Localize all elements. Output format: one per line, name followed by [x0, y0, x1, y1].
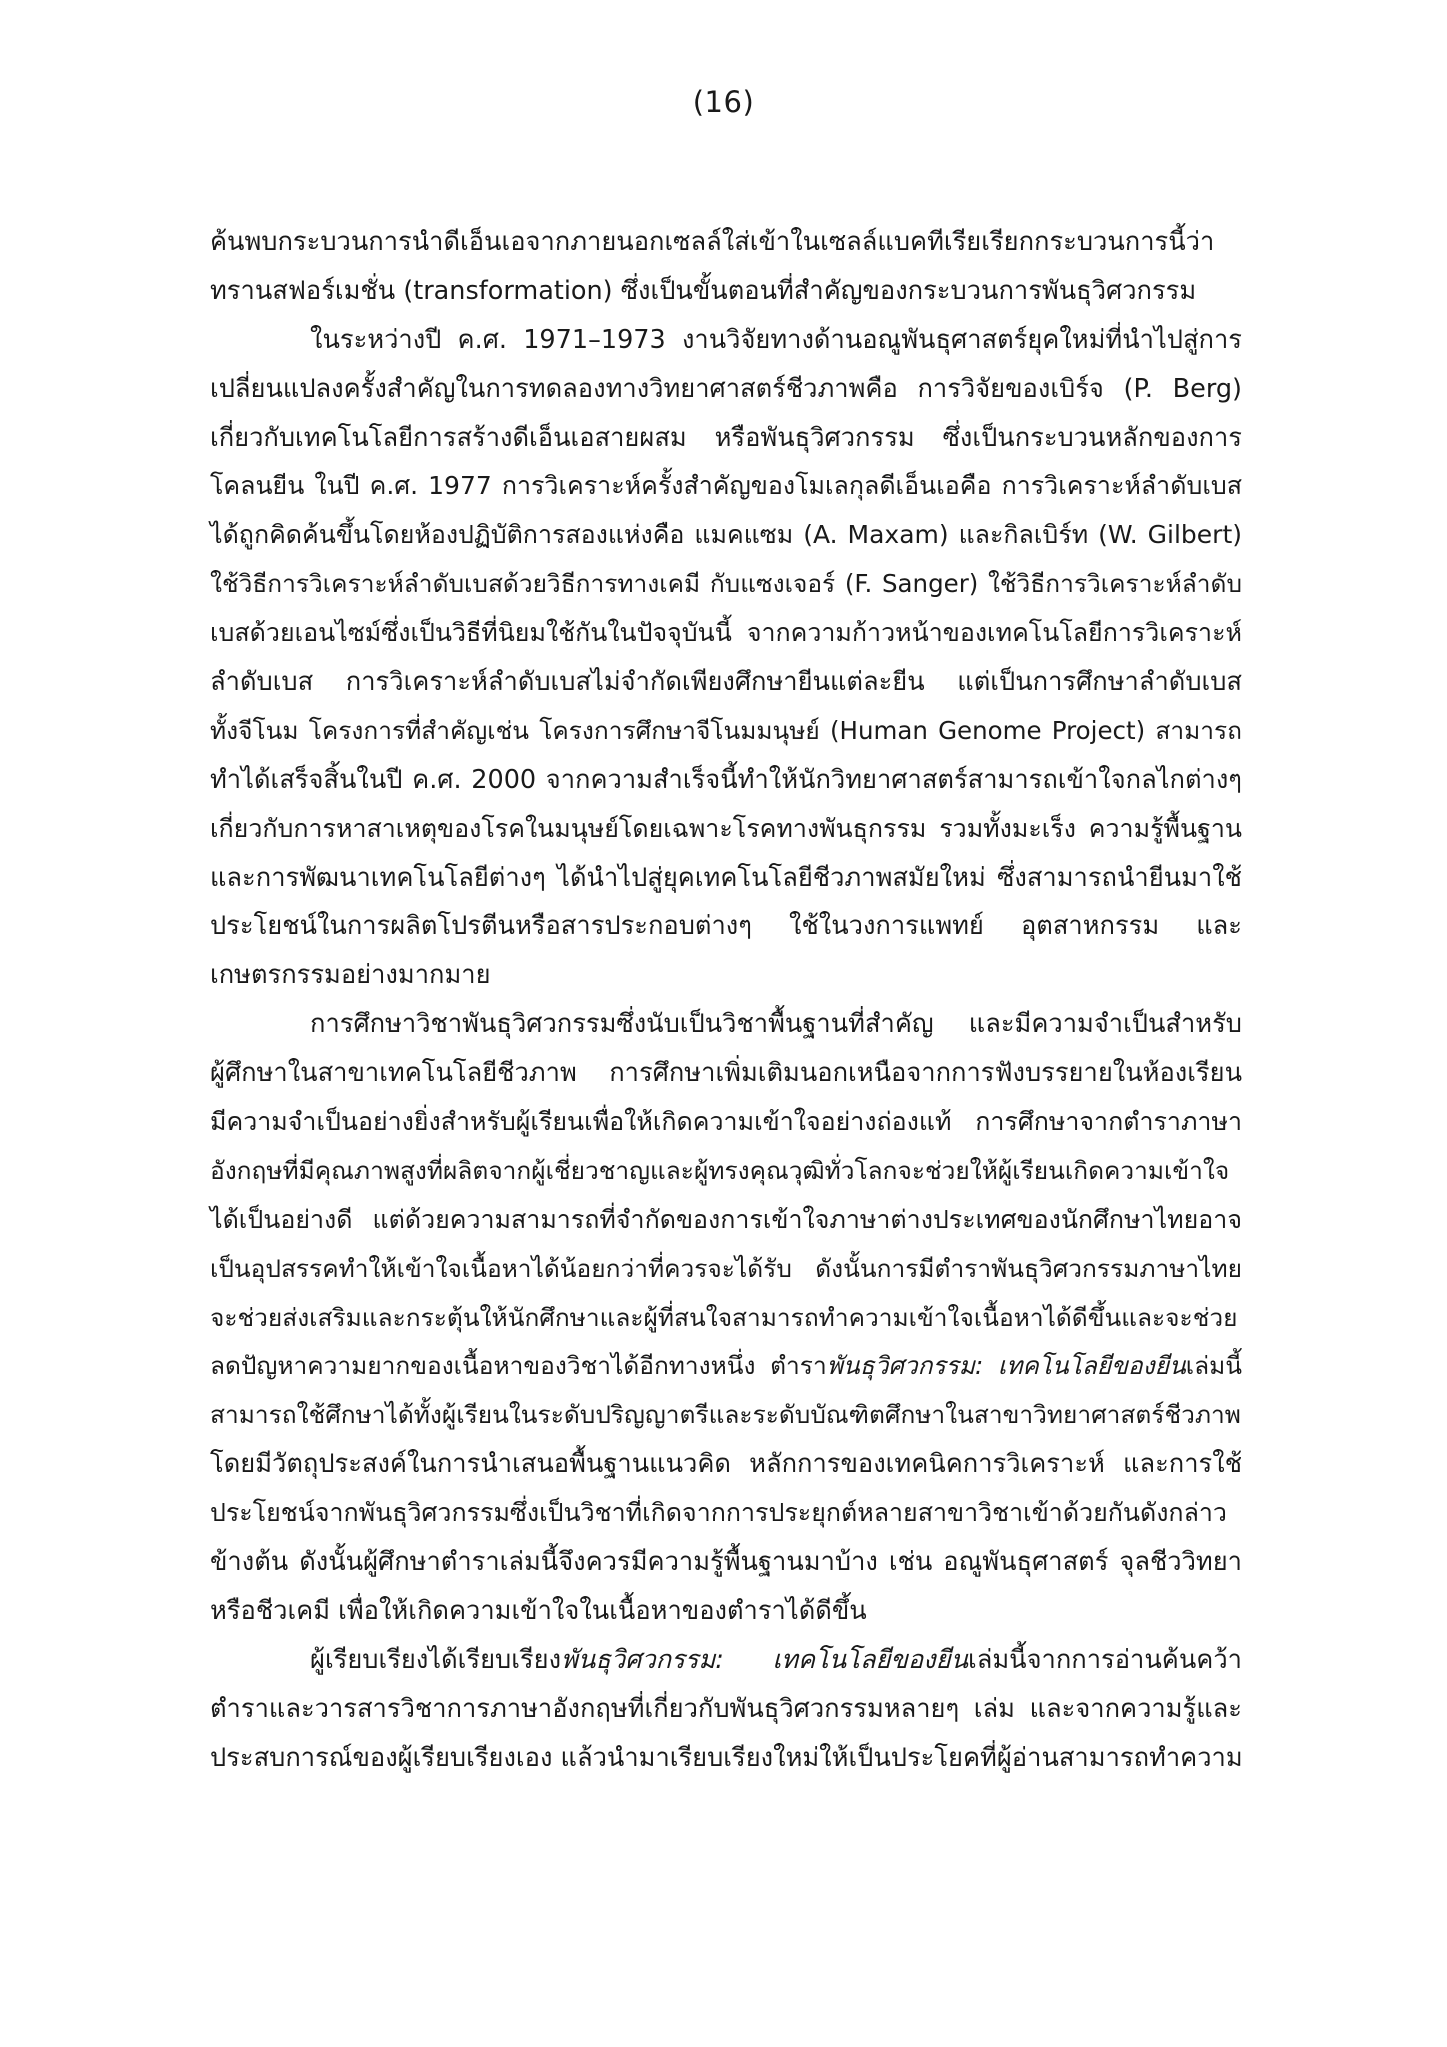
body-text: [210, 218, 1242, 1783]
text-line: เป็นอุปสรรคทำให้เข้าใจเนื้อหาได้น้อยกว่าที่ควรจะได้รับ ดังนั้นการมีตำราพันธุวิศวกรรมภาษาไทย: [210, 1253, 1242, 1283]
book-title: พันธุวิศวกรรม: เทคโนโลยีของยีน: [826, 1351, 1186, 1381]
text-line: เกษตรกรรมอย่างมากมาย: [210, 960, 491, 991]
text-line: ประโยชน์ในการผลิตโปรตีนหรือสารประกอบต่างๆ ใช้ในวงการแพทย์ อุตสาหกรรม และ: [210, 911, 1242, 942]
text-line: ลำดับเบส การวิเคราะห์ลำดับเบสไม่จำกัดเพียงศึกษายีนแต่ละยีน แต่เป็นการศึกษาลำดับเบส: [210, 667, 1242, 698]
text-line: ตำราและวารสารวิชาการภาษาอังกฤษที่เกี่ยวกับพันธุวิศวกรรมหลายๆ เล่ม และจากความรู้และ: [210, 1693, 1242, 1724]
text-line: ใช้วิธีการวิเคราะห์ลำดับเบสด้วยวิธีการทางเคมี กับแซงเจอร์ (F. Sanger) ใช้วิธีการวิเคราะห์ลำดับ: [210, 569, 1242, 599]
text-line: และการพัฒนาเทคโนโลยีต่างๆ ได้นำไปสู่ยุคเทคโนโลยีชีวภาพสมัยใหม่ ซึ่งสามารถนำยีนมาใช้: [210, 862, 1242, 893]
text-line: ได้เป็นอย่างดี แต่ด้วยความสามารถที่จำกัดของการเข้าใจภาษาต่างประเทศของนักศึกษาไทยอาจ: [210, 1204, 1242, 1234]
paragraph-first-line-with-book-title: [210, 1636, 1242, 1685]
text-line-with-book-title: [210, 1342, 1242, 1391]
text-line: ประสบการณ์ของผู้เรียบเรียงเอง แล้วนำมาเรียบเรียงใหม่ให้เป็นประโยคที่ผู้อ่านสามารถทำความ: [210, 1742, 1243, 1773]
text-line: ผู้ศึกษาในสาขาเทคโนโลยีชีวภาพ การศึกษาเพิ่มเติมนอกเหนือจากการฟังบรรยายในห้องเรียน: [210, 1058, 1242, 1089]
text-line: ได้ถูกคิดค้นขึ้นโดยห้องปฏิบัติการสองแห่งคือ แมคแซม (A. Maxam) และกิลเบิร์ท (W. Gilbert): [210, 520, 1242, 550]
text-line: จะช่วยส่งเสริมและกระตุ้นให้นักศึกษาและผู้ที่สนใจสามารถทำความเข้าใจเนื้อหาได้ดีขึ้นและจะช่วย: [210, 1302, 1238, 1332]
text-line: เกี่ยวกับการหาสาเหตุของโรคในมนุษย์โดยเฉพาะโรคทางพันธุกรรม รวมทั้งมะเร็ง ความรู้พื้นฐาน: [210, 813, 1242, 843]
paragraph-first-line: ในระหว่างปี ค.ศ. 1971–1973 งานวิจัยทางด้านอณูพันธุศาสตร์ยุคใหม่ที่นำไปสู่การ: [310, 324, 1242, 355]
text-line: เปลี่ยนแปลงครั้งสำคัญในการทดลองทางวิทยาศาสตร์ชีวภาพคือ การวิจัยของเบิร์จ (P. Berg): [210, 373, 1242, 404]
text-line: หรือชีวเคมี เพื่อให้เกิดความเข้าใจในเนื้อหาของตำราได้ดีขึ้น: [210, 1595, 867, 1626]
paragraph-first-line: การศึกษาวิชาพันธุวิศวกรรมซึ่งนับเป็นวิชาพื้นฐานที่สำคัญ และมีความจำเป็นสำหรับ: [310, 1009, 1242, 1040]
text-line: โคลนยีน ในปี ค.ศ. 1977 การวิเคราะห์ครั้งสำคัญของโมเลกุลดีเอ็นเอคือ การวิเคราะห์ลำดับเบส: [210, 471, 1242, 501]
line-text: ผู้เรียบเรียงได้เรียบเรียง: [310, 1644, 562, 1675]
text-line: มีความจำเป็นอย่างยิ่งสำหรับผู้เรียนเพื่อให้เกิดความเข้าใจอย่างถ่องแท้ การศึกษาจากตำราภาษา: [210, 1107, 1242, 1137]
text-line: ข้างต้น ดังนั้นผู้ศึกษาตำราเล่มนี้จึงควรมีความรู้พื้นฐานมาบ้าง เช่น อณูพันธุศาสตร์ จุลชีววิทยา: [210, 1547, 1242, 1578]
page-number: (16): [692, 85, 755, 119]
text-line: ทรานสฟอร์เมชั่น (transformation) ซึ่งเป็นขั้นตอนที่สำคัญของกระบวนการพันธุวิศวกรรม: [210, 275, 1197, 306]
line-text: เล่มนี้: [1185, 1351, 1242, 1381]
line-text: เล่มนี้จากการอ่านค้นคว้า: [968, 1644, 1242, 1675]
text-line: อังกฤษที่มีคุณภาพสูงที่ผลิตจากผู้เชี่ยวชาญและผู้ทรงคุณวุฒิทั่วโลกจะช่วยให้ผู้เรียนเกิดความเข้าใจ: [210, 1155, 1230, 1185]
line-text: ลดปัญหาความยากของเนื้อหาของวิชาได้อีกทางหนึ่ง ตำรา: [210, 1351, 827, 1381]
text-line: เบสด้วยเอนไซม์ซึ่งเป็นวิธีที่นิยมใช้กันในปัจจุบันนี้ จากความก้าวหน้าของเทคโนโลยีการวิเคราะห์: [210, 618, 1242, 648]
book-title: พันธุวิศวกรรม: เทคโนโลยีของยีน: [561, 1644, 968, 1675]
text-line: เกี่ยวกับเทคโนโลยีการสร้างดีเอ็นเอสายผสม หรือพันธุวิศวกรรม ซึ่งเป็นกระบวนหลักของการ: [210, 422, 1242, 453]
text-line: สามารถใช้ศึกษาได้ทั้งผู้เรียนในระดับปริญญาตรีและระดับบัณฑิตศึกษาในสาขาวิทยาศาสตร์ชีวภาพ: [210, 1400, 1241, 1430]
text-line: ประโยชน์จากพันธุวิศวกรรมซึ่งเป็นวิชาที่เกิดจากการประยุกต์หลายสาขาวิชาเข้าด้วยกันดังกล่าว: [210, 1498, 1227, 1528]
text-line: ทำได้เสร็จสิ้นในปี ค.ศ. 2000 จากความสำเร็จนี้ทำให้นักวิทยาศาสตร์สามารถเข้าใจกลไกต่างๆ: [210, 764, 1242, 795]
text-line: ค้นพบกระบวนการนำดีเอ็นเอจากภายนอกเซลล์ใส่เข้าในเซลล์แบคทีเรียเรียกกระบวนการนี้ว่า: [210, 227, 1215, 257]
text-line: โดยมีวัตถุประสงค์ในการนำเสนอพื้นฐานแนวคิด หลักการของเทคนิคการวิเคราะห์ และการใช้: [210, 1449, 1242, 1480]
text-line: ทั้งจีโนม โครงการที่สำคัญเช่น โครงการศึกษาจีโนมมนุษย์ (Human Genome Project) สามารถ: [210, 715, 1242, 745]
